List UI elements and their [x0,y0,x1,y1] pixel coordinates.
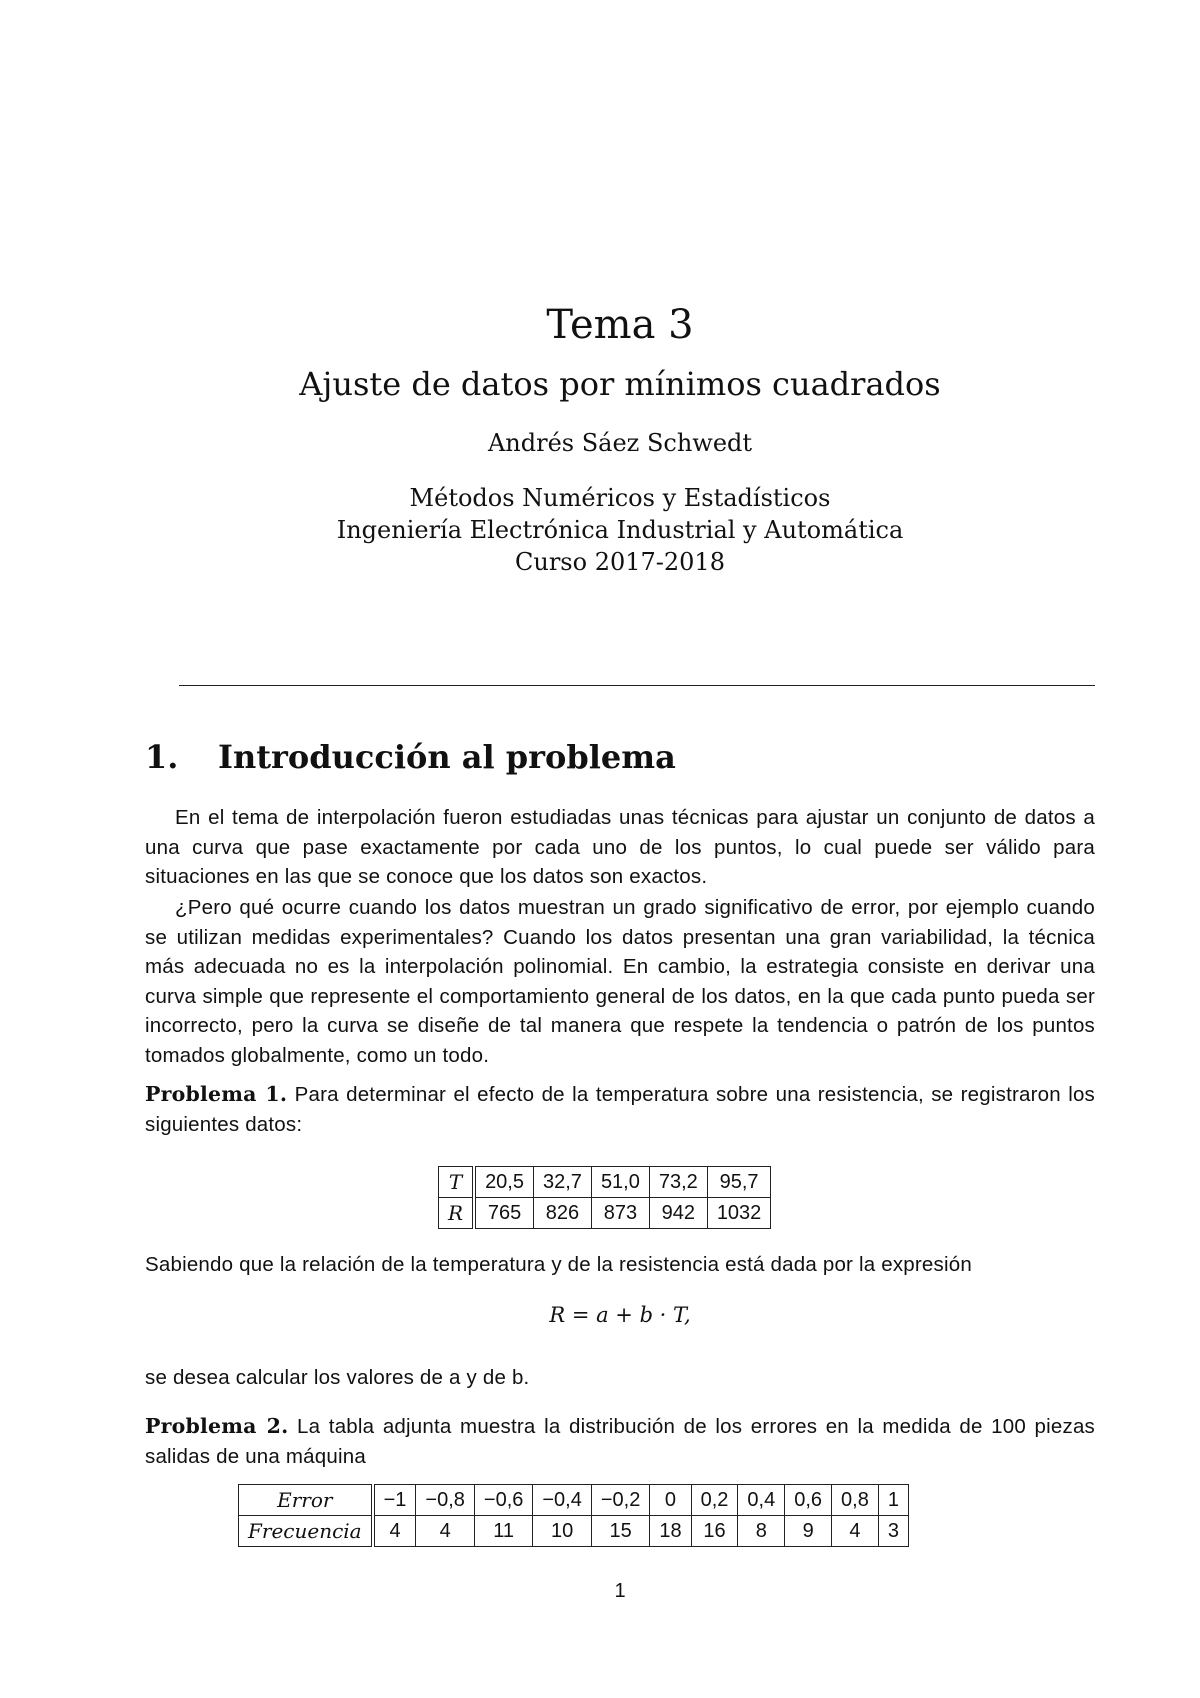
table-cell: 10 [533,1516,591,1547]
table-cell: 51,0 [591,1167,649,1198]
table-cell: 9 [785,1516,832,1547]
table-cell: 0,4 [738,1485,785,1516]
problem-1-formula: R = a + b · T, [549,1303,691,1327]
table-cell: 32,7 [534,1167,592,1198]
table-cell: 4 [832,1516,879,1547]
row-header-error: Error [239,1485,373,1516]
table-cell: 73,2 [649,1167,707,1198]
table-cell: −0,2 [591,1485,649,1516]
problem-2-label: Problema 2. [145,1414,289,1438]
table-cell: 0 [650,1485,691,1516]
table-cell: −0,6 [474,1485,532,1516]
degree-name: Ingeniería Electrónica Industrial y Automática [336,516,904,544]
table-row [439,1167,771,1198]
section-heading [145,738,676,776]
table-cell: 942 [649,1198,707,1229]
paragraph-intro-1: En el tema de interpolación fueron estudiadas unas técnicas para ajustar un conjunto de datos a una curva que pase exactamente por cada uno de los puntos, lo cual puede ser válido para situaciones en las que se conoce que los datos son exactos. [145,806,1095,888]
error-frequency-table [238,1484,909,1547]
problem-1-label: Problema 1. [145,1082,288,1106]
table-cell: 15 [591,1516,649,1547]
table-cell: 826 [534,1198,592,1229]
problem-1-text: Para determinar el efecto de la temperatura sobre una resistencia, se registraron los siguientes datos: [145,1083,1096,1136]
table-cell: 8 [738,1516,785,1547]
table-cell: 873 [591,1198,649,1229]
table-cell: 20,5 [474,1167,533,1198]
section-title: Introducción al problema [218,738,676,776]
table-cell: −1 [373,1485,416,1516]
author: Andrés Sáez Schwedt [487,429,753,457]
table-cell: 0,2 [691,1485,738,1516]
row-header-frecuencia: Frecuencia [239,1516,373,1547]
document-subtitle: Ajuste de datos por mínimos cuadrados [299,365,941,403]
paragraph-intro-2: ¿Pero qué ocurre cuando los datos muestran un grado significativo de error, por ejemplo cuando se utilizan medidas experimentales? Cuando los datos presentan una gran variabilidad, la técnica más adecuada no es la interpolación polinomial. En cambio, la estrategia consiste en derivar una curva simple que represente el comportamiento general de los datos, en la que cada punto pueda ser incorrecto, pero la curva se diseñe de tal manera que respete la tendencia o patrón de los puntos tomados globalmente, como un todo. [145,896,1095,1067]
table-cell: 16 [691,1516,738,1547]
table-cell: 0,8 [832,1485,879,1516]
table-cell: 1032 [707,1198,771,1229]
document-title: Tema 3 [546,302,694,348]
table-row [239,1485,909,1516]
table-cell: 0,6 [785,1485,832,1516]
problem-1-relation-text: Sabiendo que la relación de la temperatura y de la resistencia está dada por la expresión [145,1253,972,1276]
affiliation [0,482,1200,578]
row-header-t: T [439,1167,475,1198]
table-cell: 3 [878,1516,908,1547]
table-cell: −0,8 [416,1485,474,1516]
table-row [239,1516,909,1547]
section-number: 1. [145,738,179,776]
table-cell: 4 [373,1516,416,1547]
table-cell: 18 [650,1516,691,1547]
table-cell: 4 [416,1516,474,1547]
table-row [439,1198,771,1229]
problem-2-statement [145,1412,1095,1471]
title-divider [179,685,1095,686]
course-name: Métodos Numéricos y Estadísticos [409,484,831,512]
table-cell: 765 [474,1198,533,1229]
table-cell: 1 [878,1485,908,1516]
table-cell: 95,7 [707,1167,771,1198]
page-number: 1 [614,1580,626,1602]
academic-year: Curso 2017-2018 [515,548,725,576]
problem-1-conclusion: se desea calcular los valores de a y de b. [145,1366,530,1389]
problem-1-statement [145,1080,1095,1139]
temperature-resistance-table [438,1166,771,1229]
row-header-r: R [439,1198,475,1229]
title-block [0,300,1200,578]
table-cell: 11 [474,1516,532,1547]
problem-2-text: La tabla adjunta muestra la distribución de los errores en la medida de 100 piezas salidas de una máquina [145,1415,1096,1468]
table-cell: −0,4 [533,1485,591,1516]
